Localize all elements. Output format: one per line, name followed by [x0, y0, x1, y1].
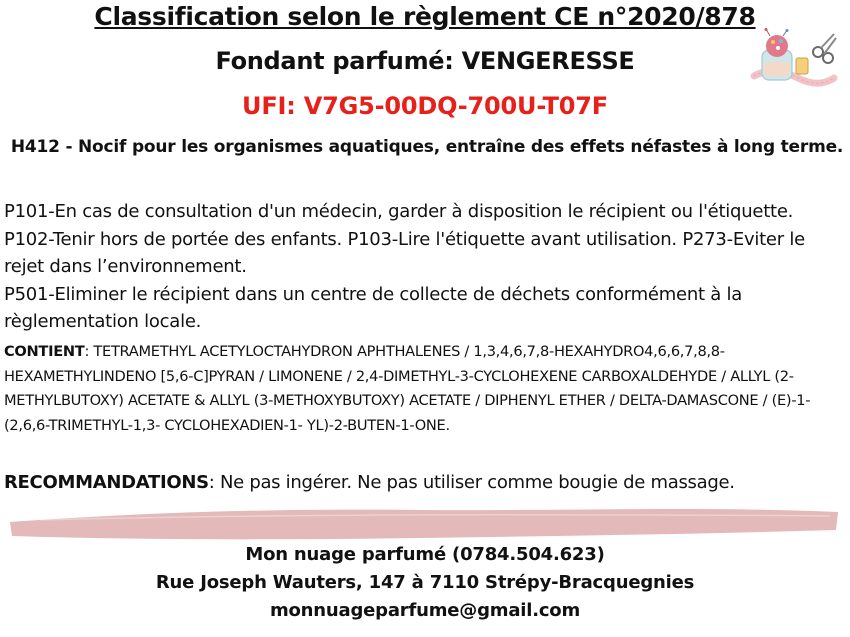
ingredients-label: CONTIENT	[4, 343, 85, 360]
ingredients-list: : TETRAMETHYL ACETYLOCTAHYDRON APHTHALENES / 1,3,4,6,7,8-HEXAHYDRO4,6,6,7,8,8- HEXAMETHYLINDENO [5,6-C]PYRAN / LIMONENE / 2,4-DIMETHYL-3-CYCLOHEXENE CARBOXALDEHYDE / ALLYL (2- METHYLBUTOXY) ACETATE & ALLYL (3-METHOXYBUTOXY) ACETATE / DIPHENYL ETHER / DELTA-DAMASCONE / (E)-1-(2,6,6-TRIMETHYL-1,3- CYCLOHEXADIEN-1- YL)-2-BUTEN-1-ONE.	[4, 343, 811, 434]
company-name: Mon nuage parfumé (0784.504.623)	[245, 544, 605, 565]
product-name: Fondant parfumé: VENGERESSE	[215, 47, 635, 75]
precautionary-statements	[4, 198, 824, 336]
recommendations-text: : Ne pas ingérer. Ne pas utiliser comme bougie de massage.	[208, 472, 735, 493]
page-title: Classification selon le règlement CE n°2020/878	[94, 2, 756, 31]
sewing-kit-icon	[748, 28, 838, 94]
brush-stroke-divider	[0, 500, 850, 546]
company-address: Rue Joseph Wauters, 147 à 7110 Strépy-Bracquegnies	[155, 572, 695, 593]
recommendations-label: RECOMMANDATIONS	[4, 472, 209, 493]
precaution-general: P101-En cas de consultation d'un médecin, garder à disposition le récipient ou l'étiquette. P102-Tenir hors de portée des enfants. P103-Lire l'étiquette avant utilisation. P273-Eviter le rejet dans l’environnement.	[4, 201, 805, 277]
precaution-disposal: P501-Eliminer le récipient dans un centre de collecte de déchets conformément à la règlementation locale.	[4, 283, 743, 332]
hazard-statement: H412 - Nocif pour les organismes aquatiques, entraîne des effets néfastes à long terme.	[10, 137, 844, 157]
ingredients-section	[4, 340, 834, 438]
recommendations-section	[4, 469, 844, 496]
contact-footer	[0, 541, 850, 625]
company-email: monnuageparfume@gmail.com	[269, 600, 581, 621]
ufi-code: UFI: V7G5-00DQ-700U-T07F	[242, 92, 608, 120]
